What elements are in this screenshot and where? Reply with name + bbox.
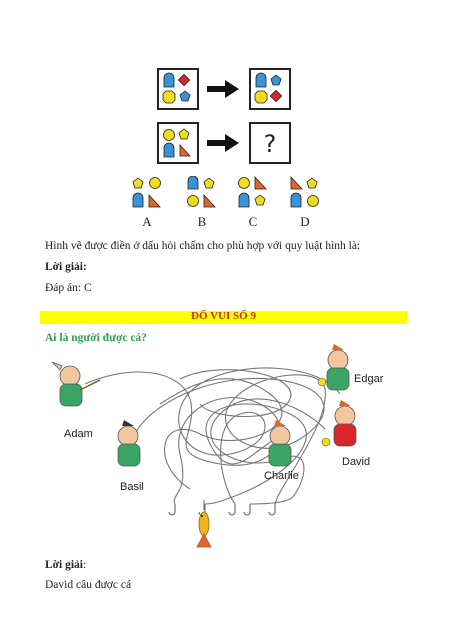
character-adam-icon [52,362,100,406]
character-label-adam: Adam [64,428,93,440]
question-prompt: Hình vẽ được điền ở dấu hỏi chấm cho phù hợp với quy luật hình là: [45,240,361,252]
section-banner [40,311,407,324]
option-c[interactable] [236,176,270,212]
solution9-label-line [45,559,86,571]
section-title: ĐỐ VUI SỐ 9 [191,310,256,322]
solution-label: Lời giải: [45,261,87,273]
question-mark: ? [263,130,277,158]
arrow-right-icon [207,134,239,152]
option-d[interactable] [288,176,322,212]
solution9-answer: David câu được cá [45,579,132,591]
option-a[interactable] [130,176,164,212]
option-a-label: A [142,214,152,229]
character-label-david: David [342,456,371,468]
pattern-box-top-left [157,68,199,110]
solution9-label: Lời giải [45,559,83,571]
character-david-icon [322,400,356,446]
answer-text: Đáp án: C [45,282,92,294]
character-basil-icon [118,420,140,466]
character-label-charlie: Charlie [264,470,299,482]
section-question: Ai là người được cá? [45,332,147,344]
pattern-box-top-right [249,68,291,110]
option-b-label: B [197,214,207,229]
hook-icons [169,504,275,515]
fishing-maze-illustration [40,344,410,554]
character-label-basil: Basil [120,481,144,493]
answer-box [249,122,291,164]
character-edgar-icon [318,344,349,390]
option-c-label: C [248,214,258,229]
character-label-edgar: Edgar [354,373,384,385]
character-charlie-icon [269,420,291,466]
option-b[interactable] [185,176,219,212]
option-d-label: D [300,214,310,229]
solution9-colon: : [83,559,87,571]
arrow-right-icon [207,80,239,98]
fish-icon [197,500,211,547]
pattern-box-bottom-left [157,122,199,164]
